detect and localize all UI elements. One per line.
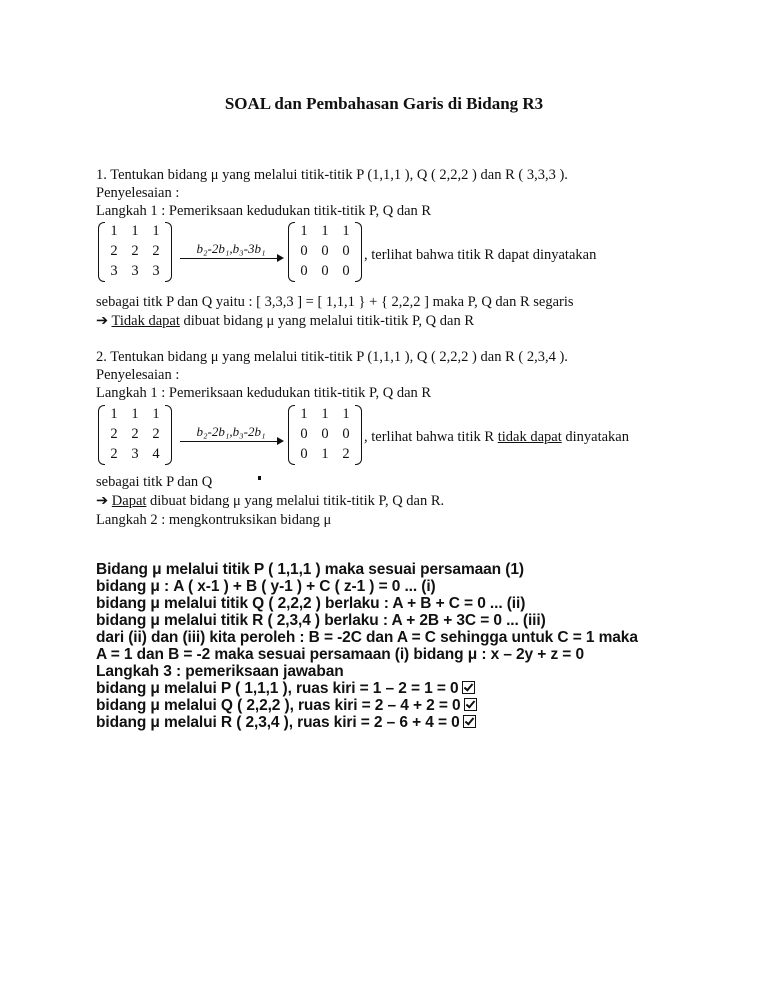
problem-1-question: 1. Tentukan bidang μ yang melalui titik-titik P (1,1,1 ), Q ( 2,2,2 ) dan R ( 3,3,3 ). (96, 167, 568, 183)
problem-2-row-operation: b₂-2b₁,b₃-2b₁ (180, 424, 282, 442)
answer-line: bidang μ : A ( x-1 ) + B ( y-1 ) + C ( z-1 ) = 0 ... (i) (96, 578, 436, 595)
checkbox-checked-icon (463, 715, 476, 728)
answer-line: bidang μ melalui titik Q ( 2,2,2 ) berlaku : A + B + C = 0 ... (ii) (96, 595, 526, 612)
problem-2-penyelesaian: Penyelesaian : (96, 367, 180, 383)
page-title: SOAL dan Pembahasan Garis di Bidang R3 (224, 94, 544, 113)
arrow-icon: ➔ (96, 493, 109, 509)
problem-1-penyelesaian: Penyelesaian : (96, 185, 180, 201)
check-row: bidang μ melalui Q ( 2,2,2 ), ruas kiri = 2 – 4 + 2 = 0 (96, 698, 477, 715)
langkah-3-heading: Langkah 3 : pemeriksaan jawaban (96, 663, 344, 680)
answer-line: Bidang μ melalui titik P ( 1,1,1 ) maka sesuai persamaan (1) (96, 561, 524, 578)
problem-1-matrix-b: 1 1 1 0 0 0 0 0 0 (288, 222, 362, 282)
answer-line: dari (ii) dan (iii) kita peroleh : B = -2C dan A = C sehingga untuk C = 1 maka (96, 629, 638, 646)
problem-1-conclusion: ➔ Tidak dapat dibuat bidang μ yang melalui titik-titik P, Q dan R (96, 313, 474, 329)
answer-line: bidang μ melalui titik R ( 2,3,4 ) berlaku : A + 2B + 3C = 0 ... (iii) (96, 612, 546, 629)
problem-2-question: 2. Tentukan bidang μ yang melalui titik-titik P (1,1,1 ), Q ( 2,2,2 ) dan R ( 2,3,4 ). (96, 349, 568, 365)
problem-1-langkah-1: Langkah 1 : Pemeriksaan kedudukan titik-titik P, Q dan R (96, 203, 432, 219)
problem-1-matrix-a: 1 1 1 2 2 2 3 3 3 (98, 222, 172, 282)
problem-2-conclusion: ➔ Dapat dibuat bidang μ yang melalui titik-titik P, Q dan R. (96, 493, 445, 509)
problem-2-sebagai-line: sebagai titk P dan Q (96, 474, 213, 490)
problem-2-langkah-2: Langkah 2 : mengkontruksikan bidang μ (96, 512, 332, 528)
problem-1-after-matrix: , terlihat bahwa titik R dapat dinyatakan (364, 247, 597, 263)
problem-2-langkah-1: Langkah 1 : Pemeriksaan kedudukan titik-titik P, Q dan R (96, 385, 432, 401)
answer-line: A = 1 dan B = -2 maka sesuai persamaan (i) bidang μ : x – 2y + z = 0 (96, 646, 584, 663)
problem-2-matrix-b: 1 1 1 0 0 0 0 1 2 (288, 405, 362, 465)
arrow-icon: ➔ (96, 313, 109, 329)
checkbox-checked-icon (464, 698, 477, 711)
problem-1-row-operation: b₂-2b₁,b₃-3b₁ (180, 241, 282, 259)
problem-1-segaris-line: sebagai titk P dan Q yaitu : [ 3,3,3 ] = [ 1,1,1 } + { 2,2,2 ] maka P, Q dan R segaris (96, 294, 574, 310)
check-row: bidang μ melalui P ( 1,1,1 ), ruas kiri = 1 – 2 = 1 = 0 (96, 681, 475, 698)
checkbox-checked-icon (462, 681, 475, 694)
stray-mark (258, 476, 261, 480)
problem-2-after-matrix: , terlihat bahwa titik R tidak dapat dinyatakan (364, 429, 629, 445)
problem-2-matrix-a: 1 1 1 2 2 2 2 3 4 (98, 405, 172, 465)
check-row: bidang μ melalui R ( 2,3,4 ), ruas kiri = 2 – 6 + 4 = 0 (96, 715, 476, 732)
